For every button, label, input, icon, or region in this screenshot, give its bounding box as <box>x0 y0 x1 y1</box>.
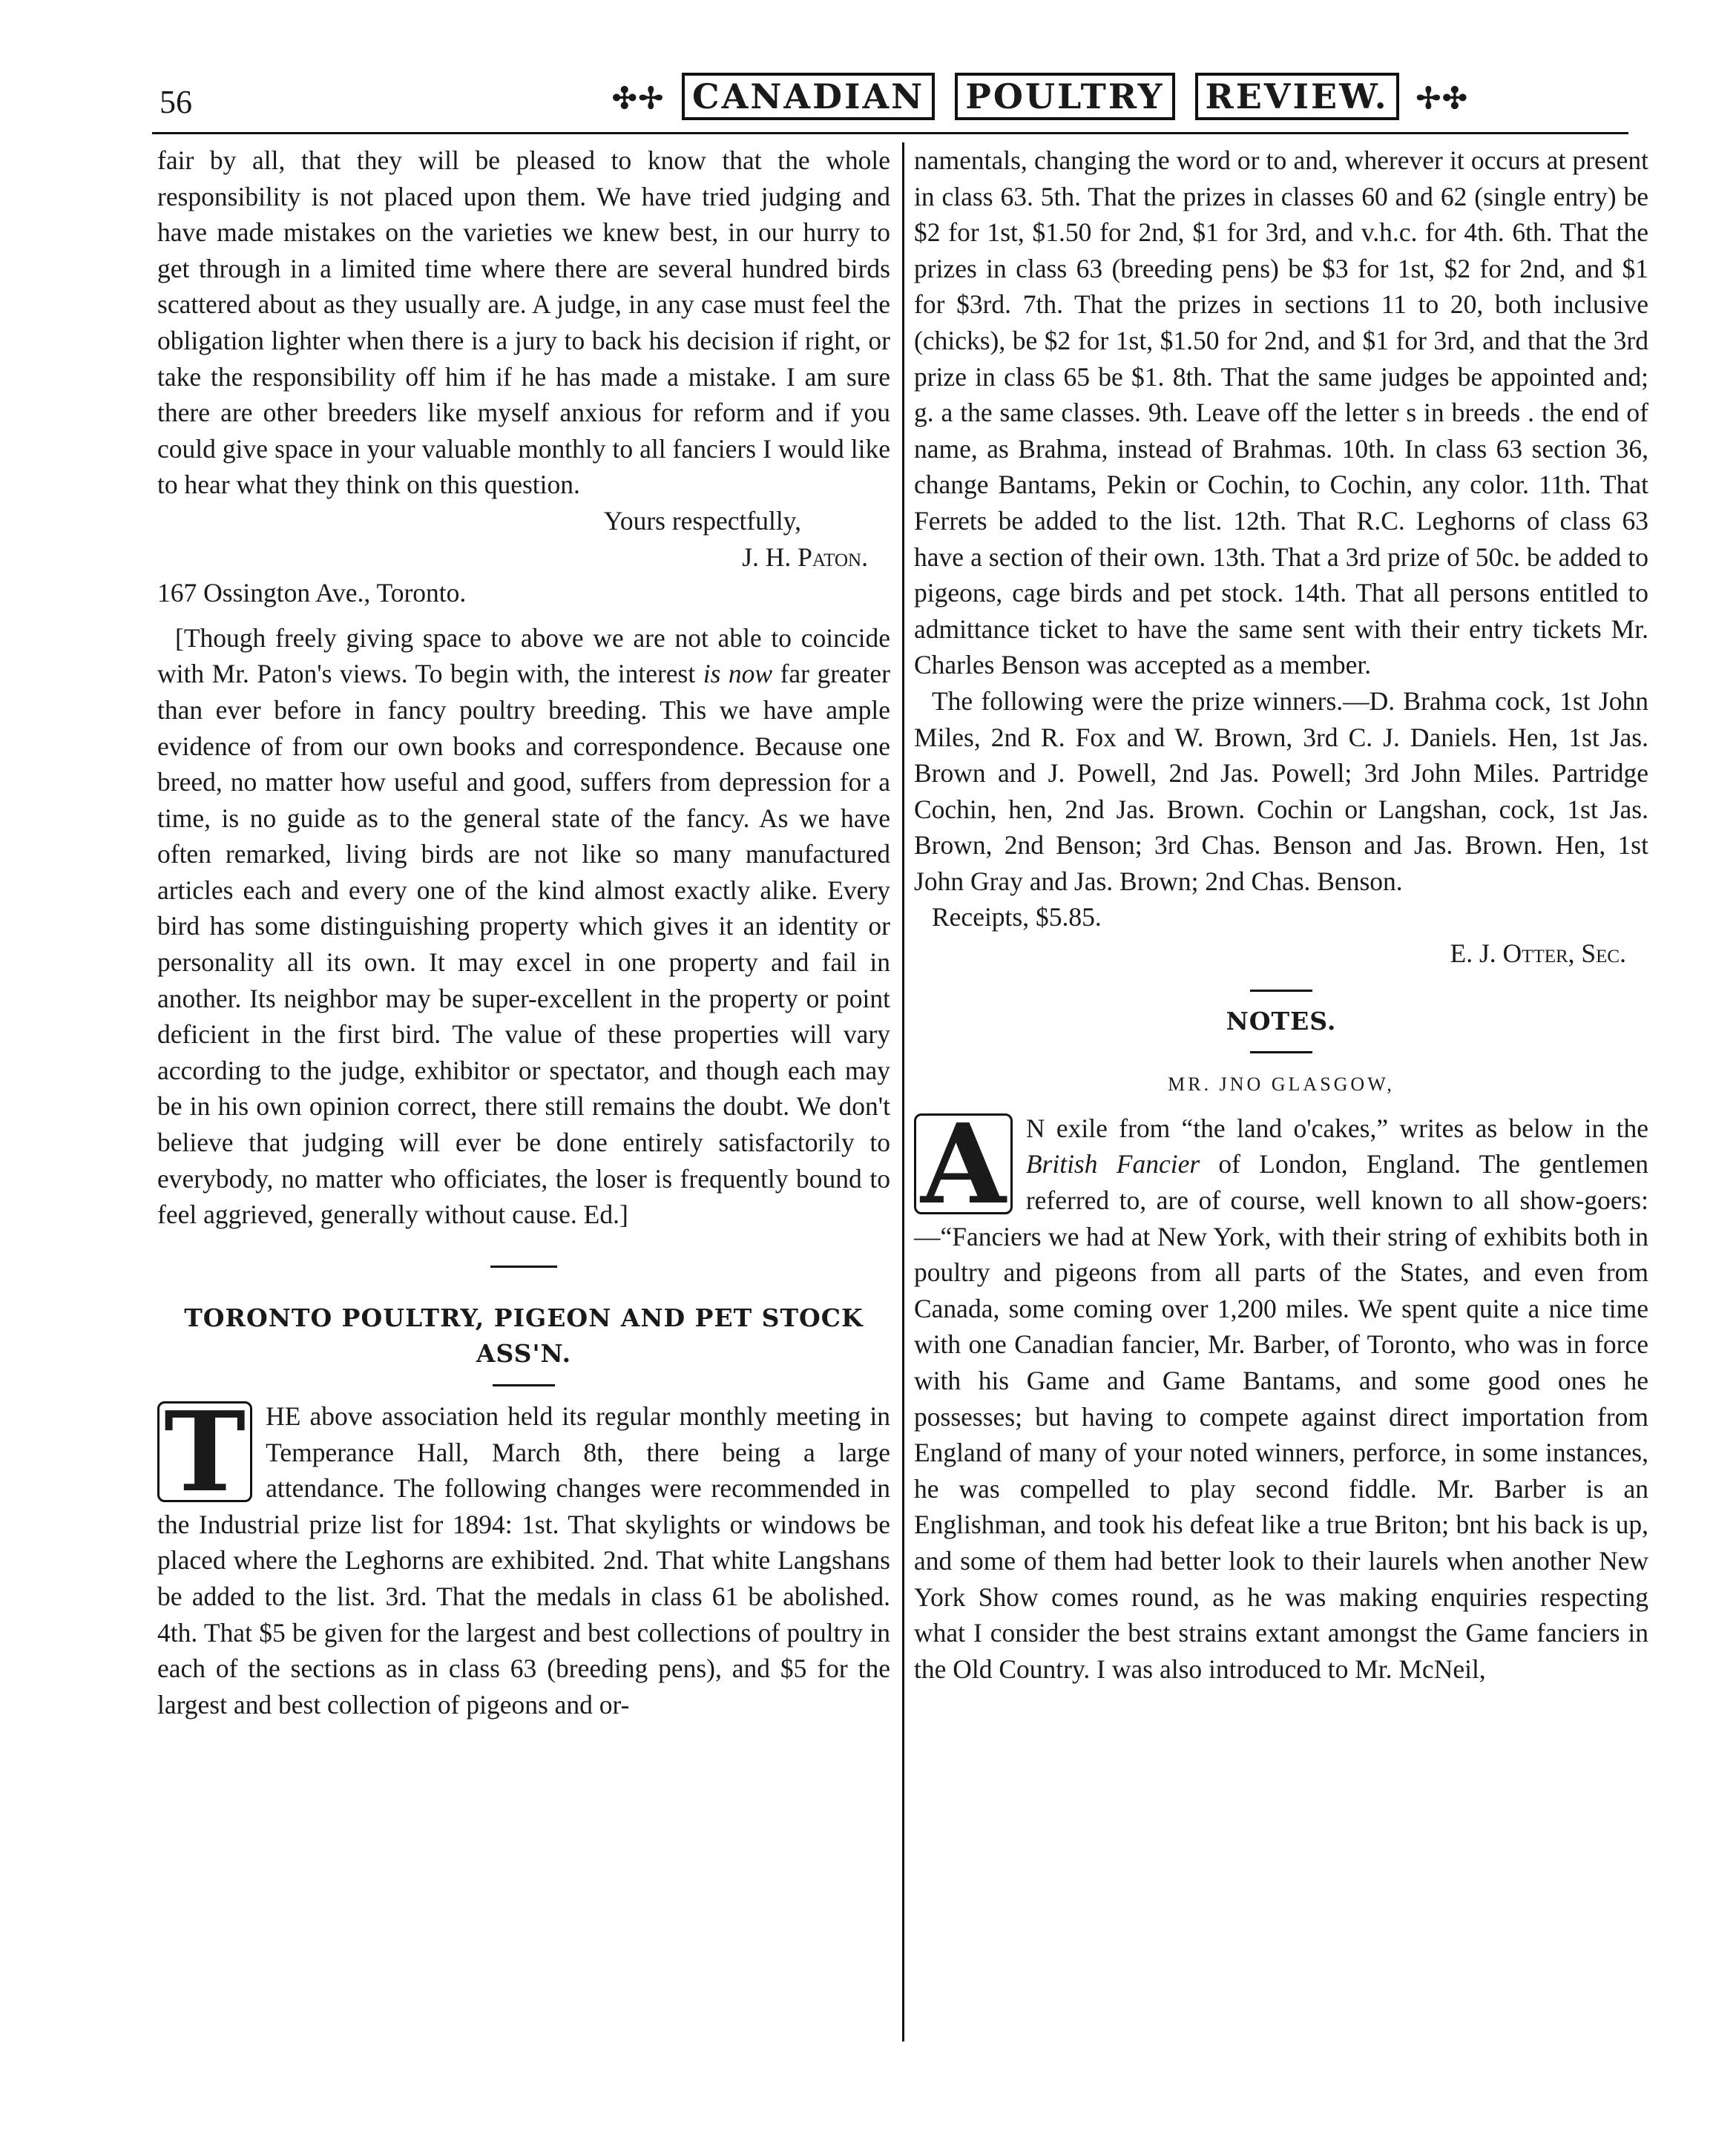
notes-part1: N exile from “the land o'cakes,” writes as below in the <box>1025 1113 1648 1143</box>
association-paragraph <box>157 1387 890 1722</box>
heading-separator <box>493 1384 555 1386</box>
secretary-signature: E. J. Otter, Sec. <box>1450 938 1626 969</box>
notes-heading: NOTES. <box>1226 1006 1337 1036</box>
editor-note <box>157 620 890 1233</box>
association-heading: TORONTO POULTRY, PIGEON AND PET STOCK ASS'N. <box>184 1303 864 1369</box>
receipts-line: Receipts, $5.85. <box>932 902 1102 932</box>
editor-note-part1: [Though freely giving space to above we are not able to coincide with Mr. Paton's views. To begin with, the interest <box>157 622 890 689</box>
page-header <box>152 67 1628 134</box>
ornament-right-icon: ✢✣ <box>1416 81 1469 116</box>
masthead-title <box>612 73 1469 120</box>
changes-paragraph: namentals, changing the word or to and, wherever it occurs at present in class 63. 5th. That the prizes in classes 60 and 62 (single entry) be $2 for 1st, $1.50 for 2nd, $1 for 3rd, and v.h.c. for 4th. 6th. That the prizes in class 63 (breeding pens) be $3 for 1st, $2 for 2nd, and $1 for $3rd. 7th. That the prizes in sections 11 to 20, both inclusive (chicks), be $2 for 1st, $1.50 for 2nd, and $1 for 3rd, and that the 3rd prize in class 65 be $1. 8th. That the same judges be appointed and; g. a the same classes. 9th. Leave off the letter s in breeds . the end of name, as Brahma, instead of Brahmas. 10th. In class 63 section 36, change Bantams, Pekin or Cochin, to Cochin, any color. 11th. That Ferrets be added to the list. 12th. That R.C. Leghorns of class 63 have a section of their own. 13th. That a 3rd prize of 50c. be added to pigeons, cage birds and pet stock. 14th. That all persons entitled to admittance ticket to have the same sent with their entry tickets Mr. Charles Benson was accepted as a member. <box>914 145 1648 680</box>
notes-separator-bottom <box>1250 1051 1312 1053</box>
right-column <box>914 142 1648 2071</box>
dropcap-a: A <box>914 1113 1013 1214</box>
notes-subheading: MR. JNO GLASGOW, <box>1168 1073 1395 1096</box>
title-word-review: REVIEW. <box>1195 73 1399 120</box>
editor-note-part2: far greater than ever before in fancy poultry breeding. This we have ample evidence of from our own books and correspondence. Because one breed, no matter how useful and good, suffers from depression for a time, is no guide as to the general state of the fancy. As we have often remarked, living birds are not like so many manufactured articles each and every one of the kind almost exactly alike. Every bird has some distinguishing property which gives it an identity or personality all its own. It may excel in one property and fail in another. Its neighbor may be super-excellent in the property or point deficient in the first bird. The value of these properties will vary according to the judge, exhibitor or spectator, and though each may be in his own opinion correct, there still remains the doubt. We don't believe that judging will ever be done entirely satisfactorily to everybody, no matter who officiates, the loser is frequently bound to feel aggrieved, generally without cause. Ed.] <box>157 659 891 1230</box>
letter-closing: Yours respectfully, <box>603 505 801 536</box>
left-column <box>157 142 890 2071</box>
prize-winners-paragraph: The following were the prize winners.—D. Brahma cock, 1st John Miles, 2nd R. Fox and W. Brown, 3rd C. J. Daniels. Hen, 1st Jas. Brown and J. Powell, 2nd Jas. Powell; 3rd John Miles. Partridge Cochin, hen, 2nd Jas. Brown. Cochin or Langshan, cock, 1st Jas. Brown, 2nd Benson; 3rd Chas. Benson and Jas. Brown. Hen, 1st John Gray and Jas. Brown; 2nd Chas. Benson. <box>914 685 1648 896</box>
header-rule <box>152 132 1628 134</box>
editor-note-emphasis: is now <box>703 659 773 689</box>
ornament-left-icon: ✣✢ <box>612 81 665 116</box>
notes-paragraph <box>914 1099 1648 1688</box>
letter-signature: J. H. Paton. <box>742 542 868 572</box>
column-divider <box>902 142 904 2041</box>
notes-part2: of London, England. The gentlemen referred to, are of course, well known to all show-goers:—“Fanciers we had at New York, with their string of exhibits both in poultry and pigeons from all parts of the States, and even from Canada, some coming over 1,200 miles. We spent quite a nice time with one Canadian fancier, Mr. Barber, of Toronto, who was in force with his Game and Game Bantams, and some good ones he possesses; but having to compete against direct importation from England of many of your noted winners, perforce, in some instances, he was compelled to play second fiddle. Mr. Barber is an Englishman, and took his defeat like a true Briton; bnt his back is up, and some of them had better look to their laurels when another New York Show comes round, as he was making enquiries respecting what I consider the best strains extant amongst the Game fanciers in the Old Country. I was also introduced to Mr. McNeil, <box>914 1149 1648 1684</box>
letter-address: 167 Ossington Ave., Toronto. <box>157 578 467 608</box>
section-separator <box>490 1266 557 1268</box>
letter-paragraph: fair by all, that they will be pleased to know that the whole responsibility is not placed upon them. We have tried judging and have made mistakes on the varieties we knew best, in our hurry to get through in a limited time where there are several hundred birds scattered about as they usually are. A judge, in any case must feel the obligation lighter when there is a jury to back his decision if right, or take the responsibility off him if he has made a mistake. I am sure there are other breeders like myself anxious for reform and if you could give space in your valuable monthly to all fanciers I would like to hear what they think on this question. <box>157 145 890 500</box>
notes-separator-top <box>1250 990 1312 992</box>
association-text: HE above association held its regular monthly meeting in Temperance Hall, March 8th, there being a large attendance. The following changes were recommended in the Industrial prize list for 1894: 1st. That skylights or windows be placed where the Leghorns are exhibited. 2nd. That white Langshans be added to the list. 3rd. That the medals in class 61 be abolished. 4th. That $5 be given for the largest and best collections of poultry in each of the sections as in class 63 (breeding pens), and $5 for the largest and best collection of pigeons and or- <box>157 1401 890 1720</box>
title-word-canadian: CANADIAN <box>682 73 935 120</box>
title-word-poultry: POULTRY <box>955 73 1174 120</box>
notes-emphasis: British Fancier <box>1025 1149 1200 1179</box>
dropcap-t: T <box>157 1401 252 1502</box>
page-number: 56 <box>160 84 192 120</box>
